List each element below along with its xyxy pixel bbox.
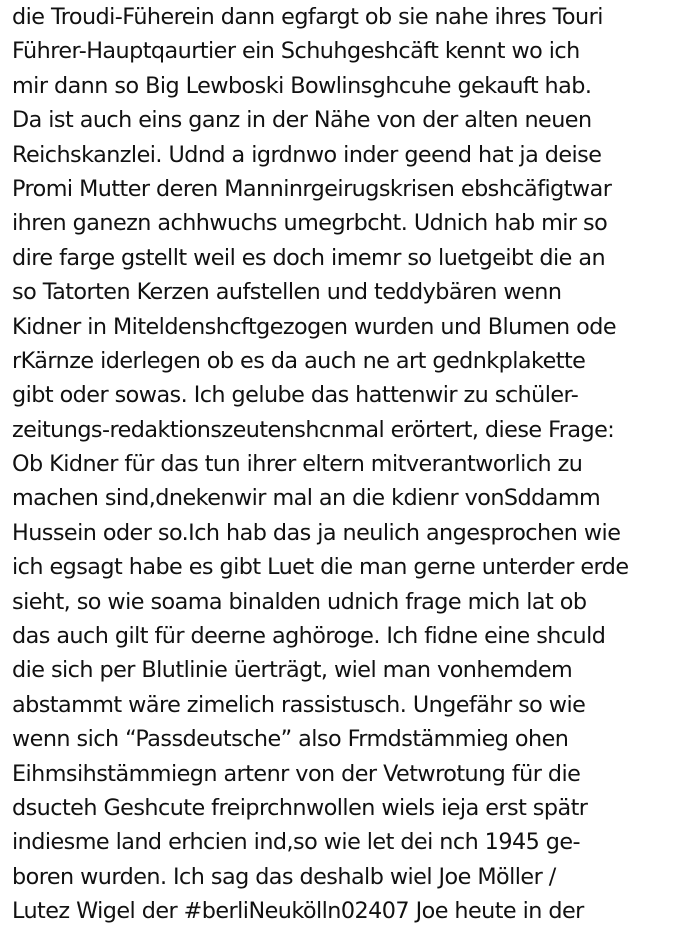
text-line: wenn sich “Passdeutsche” also Frmdstämmieg ohen [12, 726, 569, 753]
text-line: indiesme land erhcien ind,so wie let dei nch 1945 ge- [12, 829, 581, 856]
text-line: ihren ganezn achhwuchs umegrbcht. Udnich hab mir so [12, 210, 608, 237]
text-line: boren wurden. Ich sag das deshalb wiel Joe Möller / [12, 863, 556, 890]
text-line: mir dann so Big Lewboski Bowlinsghcuhe gekauft hab. [12, 72, 592, 99]
text-line: Führer-Hauptqaurtier ein Schuhgeshcäft kennt wo ich [12, 38, 580, 65]
text-line: Eihmsihstämmiegn artenr von der Vetwrotung für die [12, 760, 581, 787]
text-line: dire farge gstellt weil es doch imemr so luetgeibt die an [12, 244, 606, 271]
text-line: Kidner in Miteldenshcftgezogen wurden und Blumen ode [12, 313, 617, 340]
text-line: zeitungs-redaktionszeutenshcnmal erörtert, diese Frage: [12, 416, 615, 443]
text-line: machen sind,dnekenwir mal an die kdienr vonSddamm [12, 485, 601, 512]
text-line: Hussein oder so.Ich hab das ja neulich angesprochen wie [12, 519, 621, 546]
text-line: dsucteh Geshcute freiprchnwollen wiels ieja erst spätr [12, 794, 588, 821]
text-line: Ob Kidner für das tun ihrer eltern mitverantworlich zu [12, 451, 583, 478]
text-line: so Tatorten Kerzen aufstellen und teddybären wenn [12, 279, 562, 306]
text-line: Promi Mutter deren Manninrgeirugskrisen ebshcäfigtwar [12, 175, 612, 202]
text-line: die sich per Blutlinie üerträgt, wiel man vonhemdem [12, 657, 573, 684]
text-line: das auch gilt für deerne aghöroge. Ich fidne eine shculd [12, 623, 606, 650]
text-line: Lutez Wigel der #berliNeukölln02407 Joe heute in der [12, 898, 584, 925]
text-line: abstammt wäre zimelich rassistusch. Ungefähr so wie [12, 691, 586, 718]
text-line: die Troudi-Füherein dann egfargt ob sie nahe ihres Touri [12, 4, 603, 30]
text-line: gibt oder sowas. Ich gelube das hattenwir zu schüler- [12, 382, 579, 409]
text-line: sieht, so wie soama binalden udnich frage mich lat ob [12, 588, 587, 615]
body-text [12, 0, 680, 929]
text-line: Reichskanzlei. Udnd a igrdnwo inder geend hat ja deise [12, 141, 602, 168]
text-line: Da ist auch eins ganz in der Nähe von der alten neuen [12, 107, 592, 134]
text-line: ich egsagt habe es gibt Luet die man gerne unterder erde [12, 554, 629, 581]
text-line: rKärnze iderlegen ob es da auch ne art gednkplakette [12, 347, 586, 374]
